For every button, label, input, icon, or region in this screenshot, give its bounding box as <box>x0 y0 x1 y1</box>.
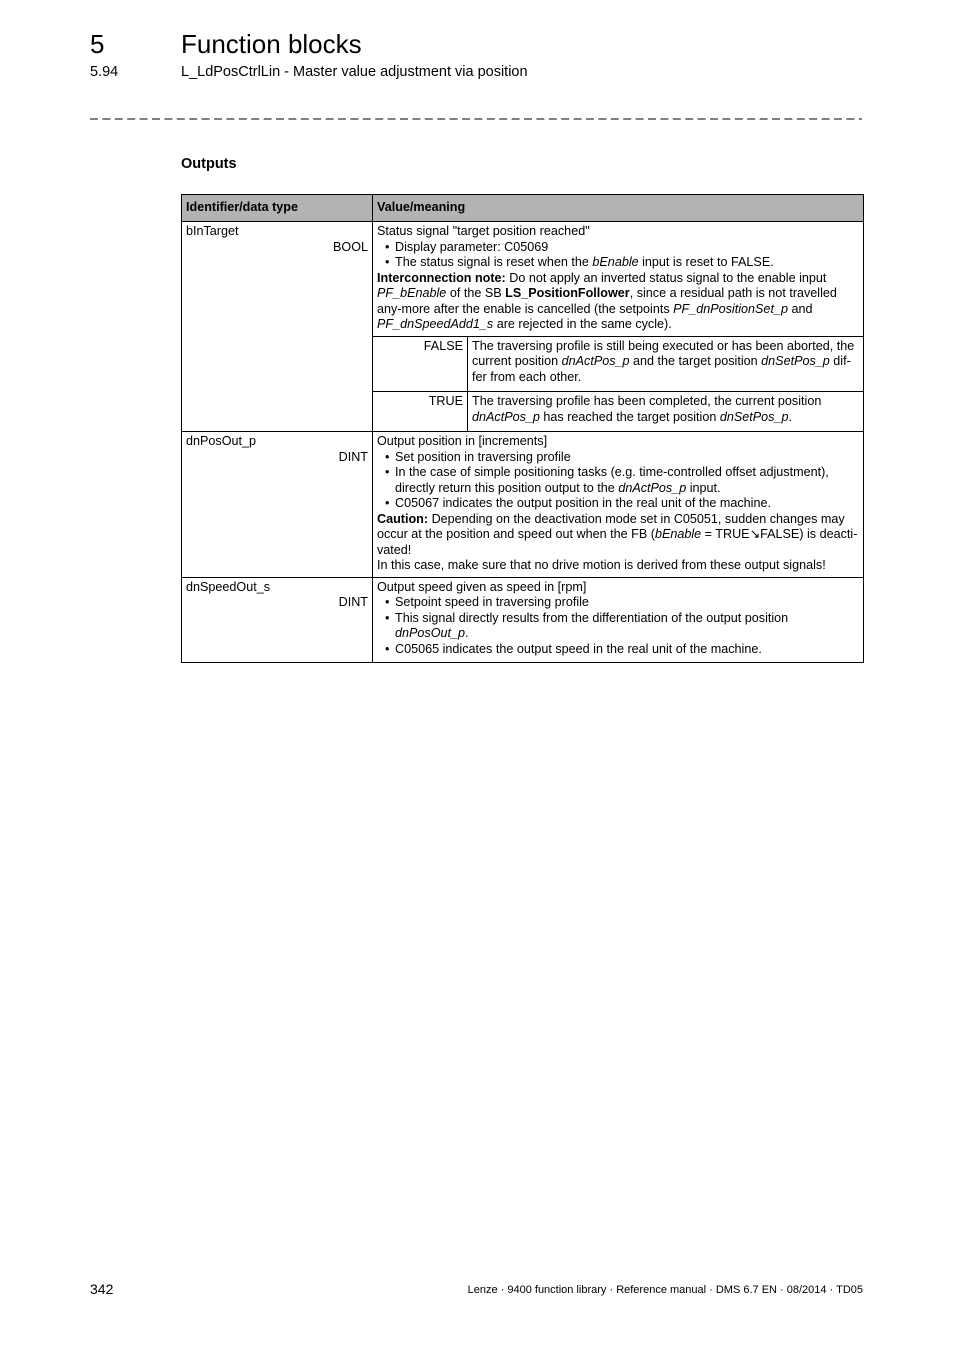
table-row <box>182 432 864 578</box>
interconnection-note: Interconnection note: Do not apply an inverted status signal to the enable input PF_bEnable of the SB LS_PositionFollower, since a residual path is not travelled any-more after the enable is cancelled (the setpoints PF_dnPositionSet_p and PF_dnSpeedAdd1_s are rejected in the same cycle). <box>377 270 837 331</box>
state-key: FALSE <box>373 336 468 392</box>
table-row <box>182 222 864 432</box>
chapter-number: 5 <box>90 29 105 59</box>
bullet-list <box>377 240 859 271</box>
list-item: • The status signal is reset when the bEnable input is reset to FALSE. <box>395 255 859 271</box>
col-header-identifier: Identifier/data type <box>182 195 373 222</box>
col-header-value: Value/meaning <box>373 195 864 222</box>
header-dashed-rule <box>90 110 862 122</box>
caution-label: Caution: <box>377 511 429 526</box>
list-item: • In the case of simple positioning tasks (e.g. time-controlled offset adjustment), directly return this position output to the dnActPos_p input. <box>395 465 859 496</box>
section-title: L_LdPosCtrlLin - Master value adjustment via position <box>181 64 528 80</box>
note-label: Interconnection note: <box>377 270 506 285</box>
identifier-cell <box>182 432 373 578</box>
bullet-list <box>377 595 859 657</box>
caution-extra: In this case, make sure that no drive motion is derived from these output signals! <box>377 558 826 572</box>
list-item: • Set position in traversing profile <box>395 450 859 466</box>
bullet-list <box>377 450 859 512</box>
state-description: The traversing profile is still being executed or has been aborted, the current position dnActPos_p and the target position dnSetPos_p dif-fer from each other. <box>468 336 864 392</box>
caution-note: Caution: Depending on the deactivation mode set in C05051, sudden changes may occur at the position and speed out when the FB (bEnable = TRUE↘FALSE) is deacti-vated! <box>377 511 858 557</box>
table-header-row <box>182 195 864 222</box>
state-table <box>373 336 863 432</box>
list-item: • C05065 indicates the output speed in the real unit of the machine. <box>395 642 859 658</box>
outputs-heading: Outputs <box>181 156 237 172</box>
list-item: • Setpoint speed in traversing profile <box>395 595 859 611</box>
value-cell <box>373 432 864 578</box>
value-intro: Status signal "target position reached" <box>377 224 590 238</box>
outputs-table <box>181 194 864 663</box>
value-intro: Output position in [increments] <box>377 434 548 448</box>
value-intro: Output speed given as speed in [rpm] <box>377 579 587 594</box>
identifier-cell <box>182 222 373 432</box>
identifier-name: bInTarget <box>186 224 239 238</box>
state-key: TRUE <box>373 392 468 432</box>
identifier-name: dnSpeedOut_s <box>186 579 271 594</box>
data-type: DINT <box>338 595 368 609</box>
data-type: BOOL <box>333 239 368 254</box>
value-cell <box>373 222 864 432</box>
section-number: 5.94 <box>90 64 119 80</box>
page-number: 342 <box>90 1281 114 1297</box>
data-type: DINT <box>338 449 368 464</box>
list-item: • Display parameter: C05069 <box>395 240 859 256</box>
list-item: • This signal directly results from the differentiation of the output position dnPosOut_p. <box>395 611 859 642</box>
chapter-title: Function blocks <box>181 29 362 59</box>
footer-doc-info: Lenze · 9400 function library · Reference manual · DMS 6.7 EN · 08/2014 · TD05 <box>467 1284 863 1296</box>
identifier-cell <box>182 577 373 663</box>
identifier-name: dnPosOut_p <box>186 434 257 448</box>
state-description: The traversing profile has been completed, the current position dnActPos_p has reached the target position dnSetPos_p. <box>468 392 864 432</box>
state-row-false <box>373 336 863 392</box>
table-row <box>182 577 864 663</box>
value-cell <box>373 577 864 663</box>
state-row-true <box>373 392 863 432</box>
list-item: • C05067 indicates the output position in the real unit of the machine. <box>395 496 859 512</box>
